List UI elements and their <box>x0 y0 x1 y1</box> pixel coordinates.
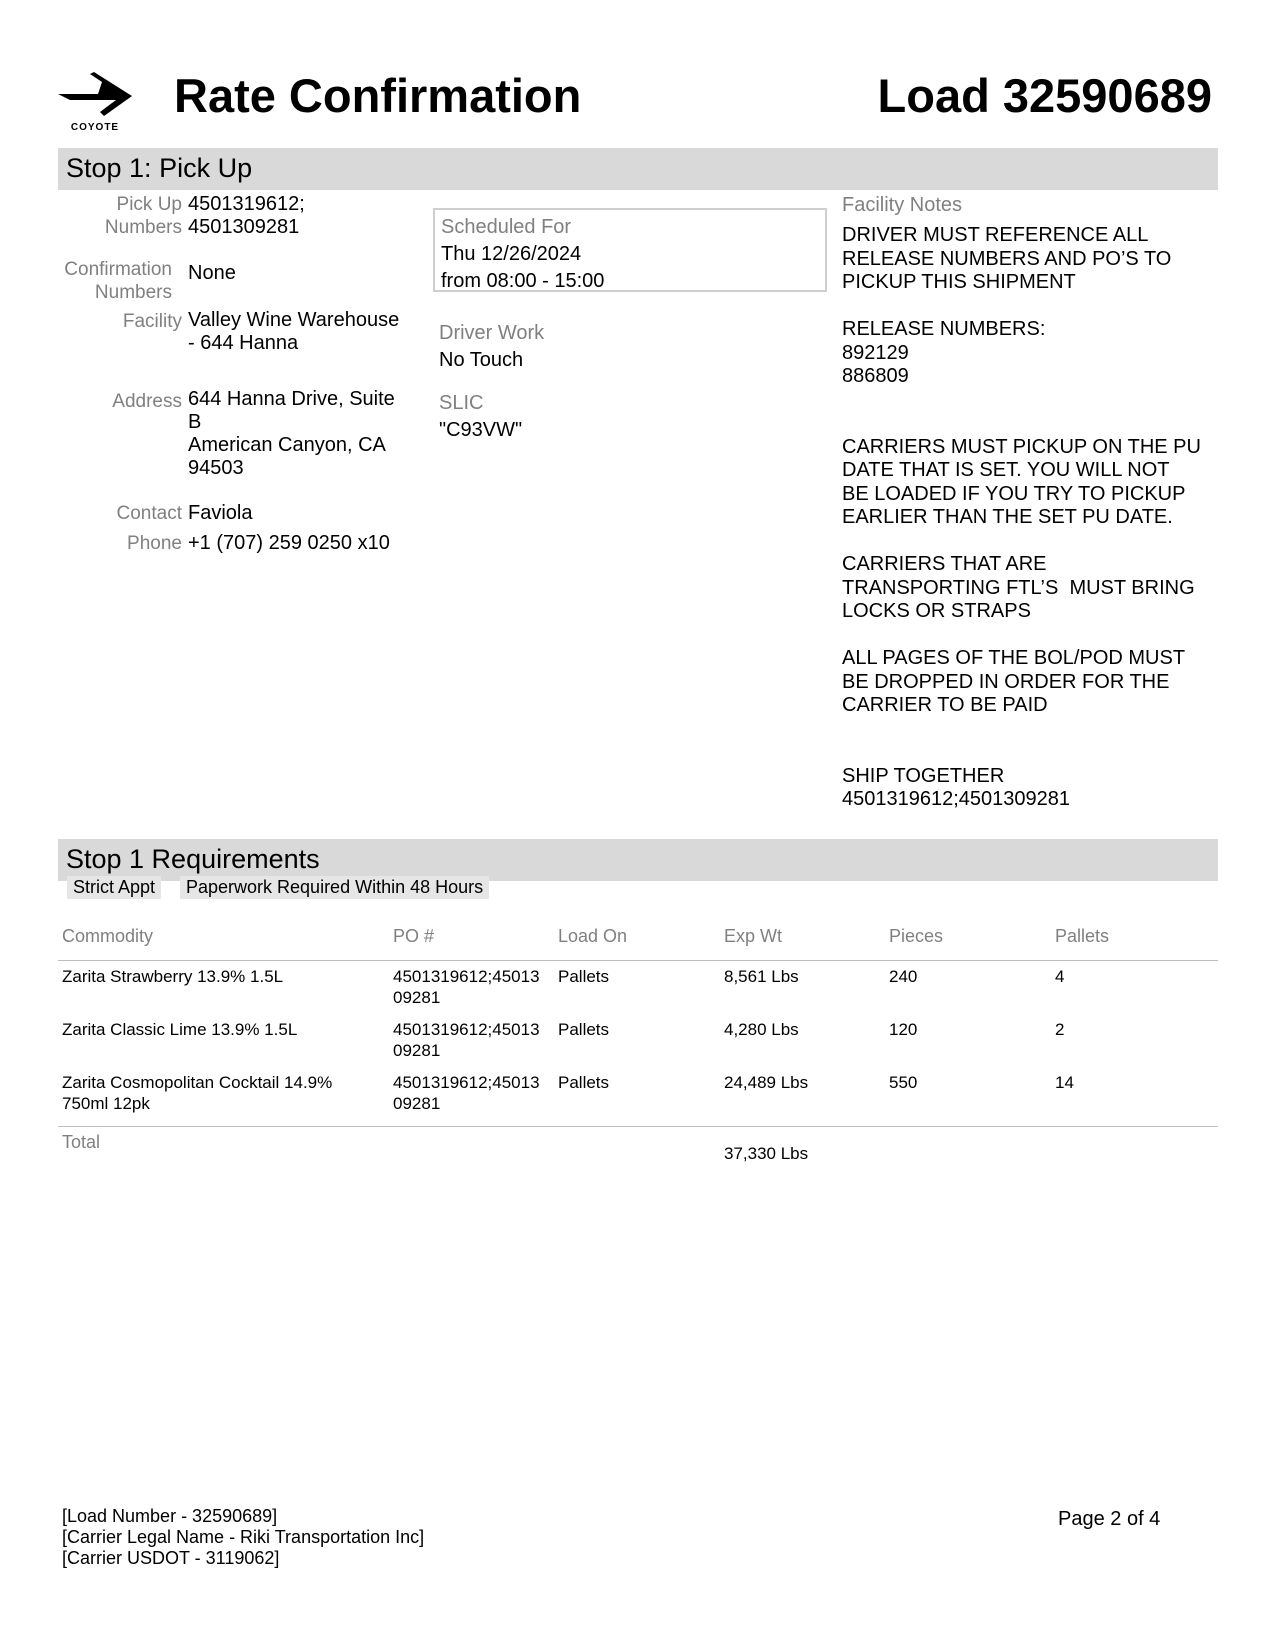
pallets-cell: 14 <box>1055 1073 1074 1092</box>
page-number: Page 2 of 4 <box>1058 1508 1161 1530</box>
footer-carrier-name: [Carrier Legal Name - Riki Transportation Inc] <box>62 1527 425 1547</box>
po-cell <box>393 1072 540 1114</box>
table-total-divider <box>58 1126 1218 1127</box>
column-header-pieces: Pieces <box>889 926 944 946</box>
requirement-tag: Paperwork Required Within 48 Hours <box>180 876 489 899</box>
phone-value: +1 (707) 259 0250 x10 <box>188 532 390 554</box>
logo-text: COYOTE <box>70 122 120 133</box>
exp-wt-cell: 8,561 Lbs <box>724 967 799 986</box>
commodity-cell: Zarita Strawberry 13.9% 1.5L <box>62 967 284 986</box>
address-line: B <box>188 411 202 433</box>
pickup-label-line: Pick Up <box>116 194 182 215</box>
scheduled-time: from 08:00 - 15:00 <box>441 270 605 292</box>
coyote-logo <box>56 72 134 134</box>
scheduled-box <box>433 208 827 292</box>
table-header-divider <box>58 960 1218 961</box>
confirmation-label-line: Numbers <box>94 282 172 303</box>
slic-label: SLIC <box>439 392 484 414</box>
commodity-cell-line2: 750ml 12pk <box>62 1094 150 1113</box>
stop1-heading: Stop 1: Pick Up <box>66 153 253 183</box>
pieces-cell: 120 <box>889 1020 918 1039</box>
coyote-logo-icon <box>56 72 134 120</box>
requirements-section-header <box>58 839 1218 881</box>
address-value <box>188 388 418 480</box>
facility-line: Valley Wine Warehouse <box>188 309 400 331</box>
pieces-cell: 550 <box>889 1073 918 1092</box>
column-header-exp-wt: Exp Wt <box>724 926 783 946</box>
confirmation-numbers-value: None <box>188 262 236 284</box>
load-on-cell: Pallets <box>558 1073 610 1092</box>
contact-label: Contact <box>116 503 182 524</box>
table-row <box>62 966 382 987</box>
requirement-tag: Strict Appt <box>67 876 161 899</box>
table-row <box>62 1019 382 1040</box>
exp-wt-cell: 24,489 Lbs <box>724 1073 809 1092</box>
column-header-load-on: Load On <box>558 926 628 946</box>
scheduled-label: Scheduled For <box>441 216 572 238</box>
exp-wt-cell: 4,280 Lbs <box>724 1020 799 1039</box>
scheduled-date: Thu 12/26/2024 <box>441 243 582 265</box>
facility-notes: DRIVER MUST REFERENCE ALL RELEASE NUMBERS AND PO’S TO PICKUP THIS SHIPMENT RELEASE NUMBERS: 892129 886809 CARRIERS MUST PICKUP ON THE PU DATE THAT IS SET. YOU WILL NOT BE LOADED IF YOU TRY TO PICKUP EARLIER THAN THE SET PU DATE. CARRIERS THAT ARE TRANSPORTING FTL’S MUST BRING LOCKS OR STRAPS ALL PAGES OF THE BOL/POD MUST BE DROPPED IN ORDER FOR THE CARRIER TO BE PAID SHIP TOGETHER 4501319612;4501309281 <box>842 224 1201 810</box>
commodity-cell: Zarita Classic Lime 13.9% 1.5L <box>62 1020 298 1039</box>
stop1-section-header <box>58 148 1218 190</box>
facility-notes-label: Facility Notes <box>842 194 963 216</box>
confirmation-numbers-label <box>52 258 172 304</box>
address-label: Address <box>112 391 182 412</box>
facility-label: Facility <box>122 311 182 332</box>
footer-info <box>62 1506 424 1569</box>
confirmation-label-line: Confirmation <box>64 259 172 280</box>
footer-carrier-usdot: [Carrier USDOT - 3119062] <box>62 1548 280 1568</box>
po-line: 09281 <box>393 1041 441 1060</box>
table-row <box>62 1072 382 1114</box>
po-line: 09281 <box>393 988 441 1007</box>
po-cell <box>393 1019 540 1061</box>
pickup-number: 4501309281 <box>188 216 300 238</box>
po-line: 4501319612;45013 <box>393 1073 540 1092</box>
column-header-pallets: Pallets <box>1055 926 1110 946</box>
pallets-cell: 2 <box>1055 1020 1065 1039</box>
total-weight: 37,330 Lbs <box>724 1144 809 1163</box>
slic-value: "C93VW" <box>439 419 523 441</box>
column-header-commodity: Commodity <box>62 926 154 946</box>
load-on-cell: Pallets <box>558 967 610 986</box>
po-line: 4501319612;45013 <box>393 1020 540 1039</box>
footer-load-number: [Load Number - 32590689] <box>62 1506 278 1526</box>
pickup-numbers-label <box>62 193 182 239</box>
driver-work-value: No Touch <box>439 349 524 371</box>
total-label: Total <box>62 1132 101 1152</box>
po-cell <box>393 966 540 1008</box>
driver-work-label: Driver Work <box>439 322 545 344</box>
requirements-heading: Stop 1 Requirements <box>66 844 320 874</box>
address-line: 644 Hanna Drive, Suite <box>188 388 395 410</box>
pieces-cell: 240 <box>889 967 918 986</box>
page-title: Rate Confirmation <box>174 69 582 122</box>
address-line: American Canyon, CA <box>188 434 386 456</box>
load-number-title: Load 32590689 <box>877 69 1212 122</box>
pickup-number: 4501319612; <box>188 193 305 215</box>
po-line: 4501319612;45013 <box>393 967 540 986</box>
phone-label: Phone <box>127 533 182 554</box>
column-header-po: PO # <box>393 926 435 946</box>
address-line: 94503 <box>188 457 244 479</box>
pallets-cell: 4 <box>1055 967 1065 986</box>
facility-value <box>188 309 418 355</box>
commodity-cell: Zarita Cosmopolitan Cocktail 14.9% <box>62 1073 333 1092</box>
contact-value: Faviola <box>188 502 253 524</box>
po-line: 09281 <box>393 1094 441 1113</box>
facility-line: - 644 Hanna <box>188 332 299 354</box>
load-on-cell: Pallets <box>558 1020 610 1039</box>
pickup-label-line: Numbers <box>104 217 182 238</box>
pickup-numbers-value <box>188 193 418 239</box>
